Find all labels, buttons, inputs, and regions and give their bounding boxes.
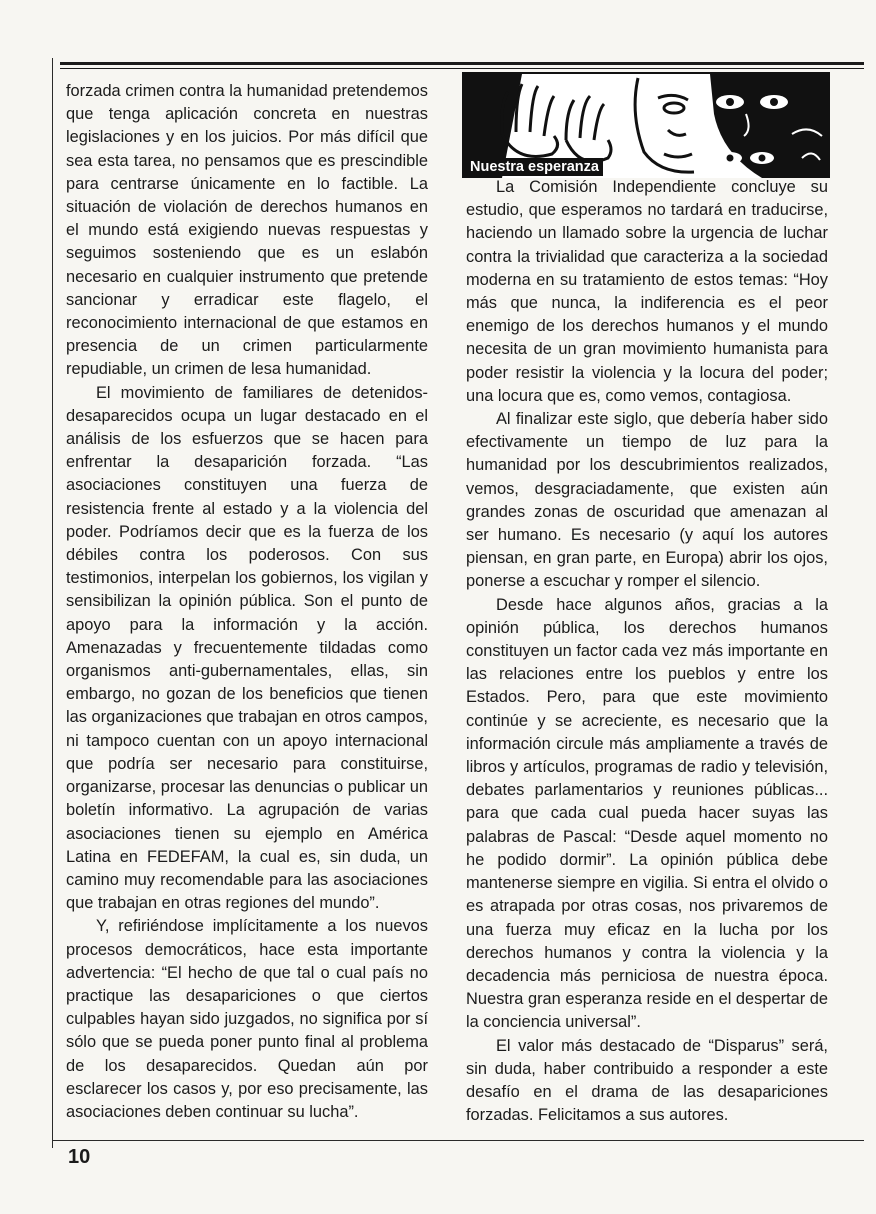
illustration-banner [462, 72, 830, 178]
left-paragraph-3: Y, refiriéndose implícitamente a los nuevos procesos democráticos, hace esta importante advertencia: “El hecho de que tal o cual país no practique las desapariciones o que ciertos culpables hayan sido juzgados, no significa por sí sólo que se pueda poner punto final al problema de los desaparecidos. Quedan aún por esclarecer los casos y, por eso precisamente, las asociaciones deben continuar su lucha”. [66, 917, 428, 1121]
right-paragraph-1: La Comisión Independiente concluye su estudio, que esperamos no tardará en traducirse, haciendo un llamado sobre la urgencia de luchar contra la trivialidad que caracteriza a la sociedad moderna en su tratamiento de estos temas: “Hoy más que nunca, la indiferencia es el peor enemigo de los derechos humanos y el mundo necesita de un gran movimiento humanista para poder resistir la violencia y la locura del poder; una locura que es, como vemos, contagiosa. [466, 178, 828, 405]
right-paragraph-3: Desde hace algunos años, gracias a la opinión pública, los derechos humanos constituyen un factor cada vez más importante en las relaciones entre los pueblos y entre los Estados. Pero, para que este movimiento continúe y se acreciente, es necesario que la información circule más ampliamente a través de libros y artículos, programas de radio y televisión, debates parlamentarios y reuniones públicas... para que cada cual pueda hacer suyas las palabras de Pascal: “Desde aquel momento no he podido dormir”. La opinión pública debe mantenerse siempre en vigilia. Si entra el olvido o es atrapada por otras cosas, nos privaremos de una fuerza muy eficaz en la lucha por los derechos humanos y contra la violencia y la decadencia más perniciosa de nuestra época. Nuestra gran esperanza reside en el despertar de la conciencia universal”. [466, 595, 828, 1032]
bottom-rule [52, 1140, 864, 1141]
left-paragraph-2: El movimiento de familiares de detenidos-desaparecidos ocupa un lugar destacado en el análisis de los esfuerzos que se hacen para enfrentar la desaparición forzada. “Las asociaciones constituyen una fuerza de resistencia frente al estado y a la violencia del poder. Podríamos decir que es la fuerza de los débiles contra los poderosos. Con sus testimonios, interpelan los gobiernos, los vigilan y sensibilizan la opinión pública. Son el punto de apoyo para la información y la acción. Amenazadas y frecuentemente tildadas como organismos anti-gubernamentales, ellas, sin embargo, no gozan de los beneficios que tienen las organizaciones que trabajan en otros campos, ni tampoco cuentan con un apoyo internacional que podría ser necesario para constituirse, organizarse, procesar las denuncias o publicar un boletín informativo. La agrupación de varias asociaciones tienen su ejemplo en América Latina en FEDEFAM, la cual es, sin duda, un camino muy recomendable para las asociaciones que trabajan en otras regiones del mundo”. [66, 383, 428, 913]
right-column [466, 176, 828, 1127]
right-paragraph-2: Al finalizar este siglo, que debería haber sido efectivamente un tiempo de luz para la humanidad por los descubrimientos realizados, vemos, desgraciadamente, que existen aún grandes zonas de oscuridad que amenazan al ser humano. Es necesario (y aquí los autores piensan, en gran parte, en Europa) abrir los ojos, ponerse a escuchar y romper el silencio. [466, 410, 828, 591]
left-border-rule [52, 58, 53, 1148]
top-rule [60, 62, 864, 65]
banner-caption: Nuestra esperanza [466, 158, 603, 176]
right-paragraph-4: El valor más destacado de “Disparus” será, sin duda, haber contribuido a responder a este desafío en el drama de las desapariciones forzadas. Felicitamos a sus autores. [466, 1036, 828, 1125]
left-paragraph-1: forzada crimen contra la humanidad pretendemos que tenga aplicación concreta en nuestras legislaciones y en los juicios. Por más difícil que sea esta tarea, no pensamos que es prescindible para centrarse únicamente en lo factible. La situación de violación de derechos humanos en el mundo está exigiendo nuevas respuestas y seguimos sosteniendo que es un eslabón necesario en cualquier instrumento que pretende sancionar y erradicar este flagelo, el reconocimiento internacional de que estamos en presencia de un crimen particularmente repudiable, un crimen de lesa humanidad. [66, 82, 428, 379]
top-rule-thin [60, 68, 864, 69]
page-number: 10 [68, 1146, 91, 1168]
left-column [66, 80, 428, 1124]
